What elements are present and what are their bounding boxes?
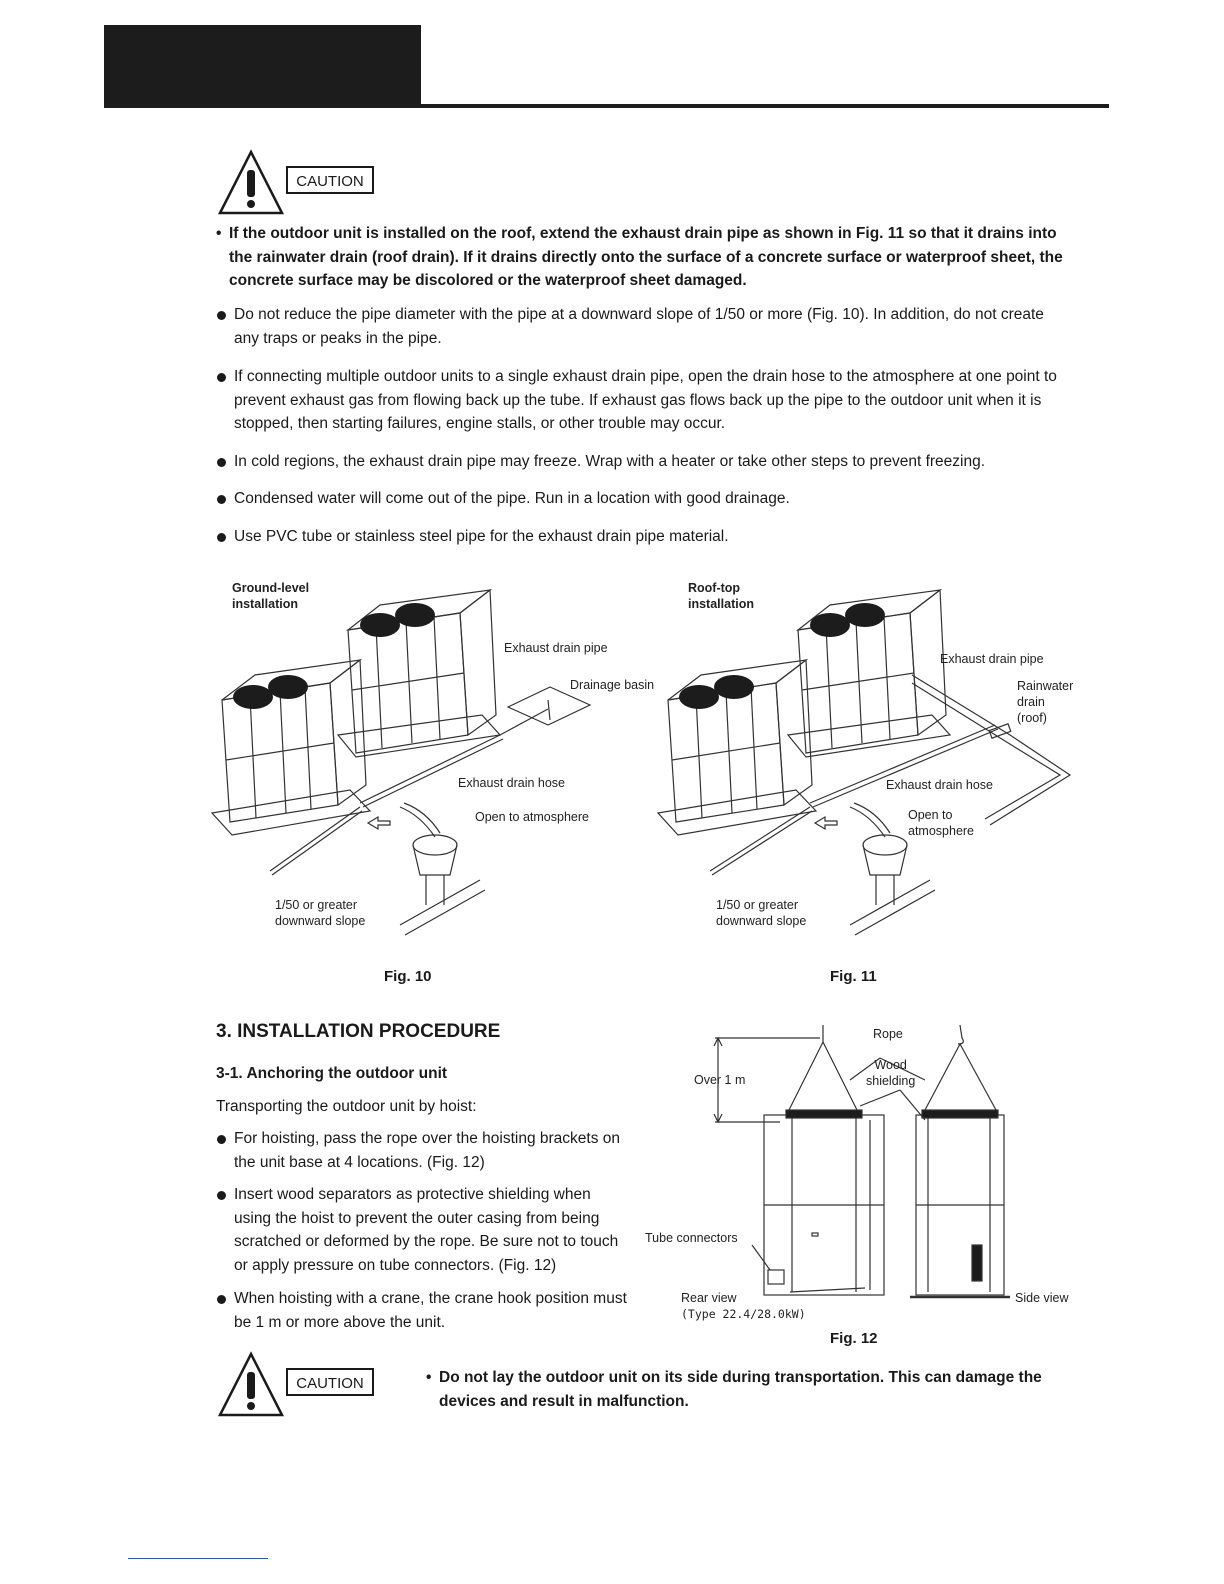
- fig10-illustration: [200, 575, 680, 945]
- fig10-title: Ground-level installation: [232, 581, 310, 611]
- list-item: Use PVC tube or stainless steel pipe for the exhaust drain pipe material.: [234, 525, 1064, 549]
- fig11-label-exhaust-hose: Exhaust drain hose: [886, 778, 994, 792]
- fig11-label-exhaust-pipe: Exhaust drain pipe: [940, 652, 1044, 666]
- list-item: Do not reduce the pipe diameter with the pipe at a downward slope of 1/50 or more (Fig. 10). In addition, do not create any traps or peaks in the pipe.: [234, 303, 1064, 350]
- fig11-caption: Fig. 11: [830, 968, 877, 985]
- section-heading: 3. INSTALLATION PROCEDURE: [216, 1021, 501, 1042]
- fig12-label-wood-shielding: Wood shielding: [866, 1058, 916, 1088]
- caution-box-top: [218, 150, 388, 216]
- fig10-label-drainage-basin: Drainage basin: [570, 678, 655, 692]
- fig11-label-rainwater-drain: Rainwater drain (roof): [1017, 679, 1074, 725]
- fig11-label-open-atm: Open to atmosphere: [908, 808, 975, 838]
- fig10-caption: Fig. 10: [384, 968, 432, 985]
- header-rule: [104, 104, 1109, 108]
- header-block: [104, 25, 421, 108]
- fig11-label-slope: 1/50 or greater downward slope: [716, 898, 807, 928]
- list-item: In cold regions, the exhaust drain pipe may freeze. Wrap with a heater or take other steps to prevent freezing.: [234, 450, 1094, 474]
- fig11-title: Roof-top installation: [688, 581, 754, 611]
- caution-box-bottom: [218, 1352, 388, 1418]
- list-item: Condensed water will come out of the pipe. Run in a location with good drainage.: [234, 487, 1064, 511]
- caution-text-bottom: • Do not lay the outdoor unit on its side during transportation. This can damage the devices and result in malfunction.: [426, 1369, 1042, 1410]
- fig12-label-tube-connectors: Tube connectors: [645, 1231, 738, 1245]
- list-item: When hoisting with a crane, the crane hook position must be 1 m or more above the unit.: [234, 1287, 634, 1334]
- list-item: Insert wood separators as protective shielding when using the hoist to prevent the outer casing from being scratched or deformed by the rope. Be sure not to touch or apply pressure on tube connectors. (Fig. 12): [234, 1183, 629, 1277]
- list-item: If connecting multiple outdoor units to a single exhaust drain pipe, open the drain hose to the atmosphere at one point to prevent exhaust gas from flowing back up the tube. If exhaust gas flows back up the pipe to the outdoor unit when it is stopped, then starting failures, engine stalls, or other trouble may occur.: [234, 365, 1064, 436]
- fig12-label-over-1m: Over 1 m: [694, 1073, 746, 1087]
- fig10-label-exhaust-hose: Exhaust drain hose: [458, 776, 566, 790]
- section-intro: Transporting the outdoor unit by hoist:: [216, 1098, 477, 1115]
- fig10-label-exhaust-pipe: Exhaust drain pipe: [504, 641, 608, 655]
- fig10-label-slope: 1/50 or greater downward slope: [275, 898, 366, 928]
- warning-triangle-icon: [218, 1352, 284, 1418]
- footer-line: [128, 1558, 268, 1559]
- caution-text-top: • If the outdoor unit is installed on the roof, extend the exhaust drain pipe as shown in Fig. 11 so that it drains into the rainwater drain (roof drain). If it drains directly onto the surface of a concrete surface or waterproof sheet, the concrete surface may be discolored or the waterproof sheet damaged.: [216, 225, 1063, 289]
- fig12-label-side-view: Side view: [1015, 1291, 1069, 1305]
- list-item: For hoisting, pass the rope over the hoisting brackets on the unit base at 4 locations. (Fig. 12): [234, 1127, 639, 1174]
- warning-triangle-icon: [218, 150, 284, 216]
- fig10-label-open-atm: Open to atmosphere: [475, 810, 589, 824]
- fig12-caption: Fig. 12: [830, 1330, 878, 1347]
- fig12-label-rear-view: Rear view (Type 22.4/28.0kW): [681, 1291, 806, 1321]
- fig12-label-rope: Rope: [873, 1027, 903, 1041]
- caution-label: CAUTION: [286, 1368, 374, 1396]
- section-subheading: 3-1. Anchoring the outdoor unit: [216, 1065, 448, 1082]
- caution-label: CAUTION: [286, 166, 374, 194]
- fig11-illustration: [650, 575, 1090, 945]
